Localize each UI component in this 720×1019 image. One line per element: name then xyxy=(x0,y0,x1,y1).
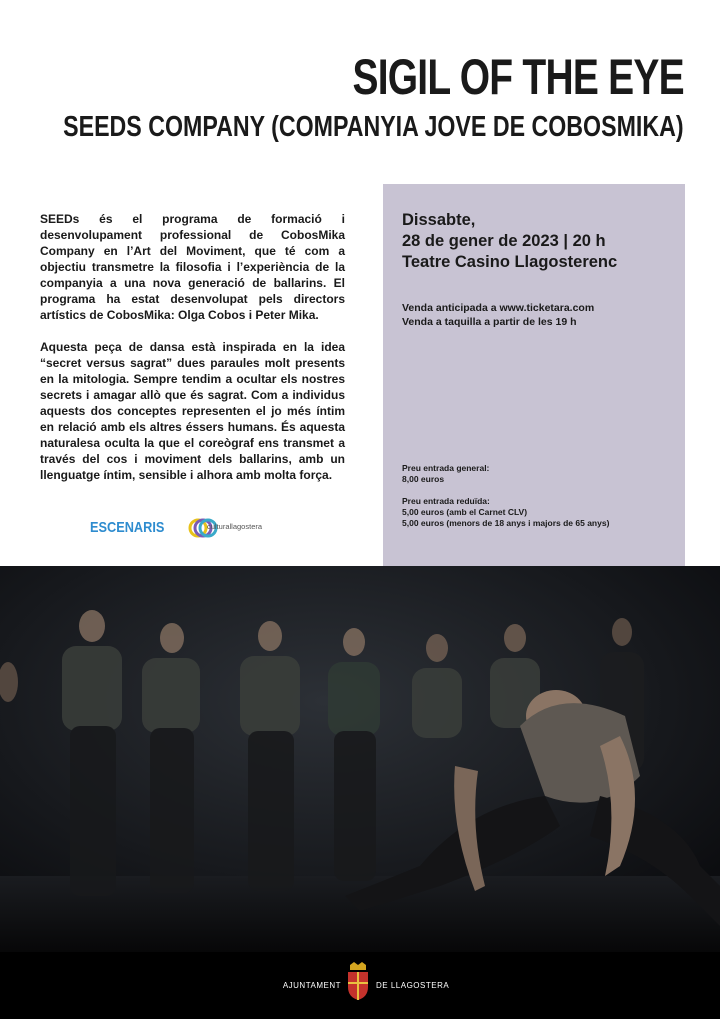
footer-bar xyxy=(0,952,720,1019)
ticket-sales xyxy=(402,301,594,329)
event-info-box xyxy=(383,184,685,581)
escenaris-logo: ESCENARIS xyxy=(90,519,165,536)
description-paragraph-2: Aquesta peça de dansa està inspirada en la idea “secret versus sagrat” dues paraules molt presents en la mitologia. Sempre tendim a ocultar els nostres secrets i amagar allò que és sagrat. Com a individus aquests dos conceptes representen el jo més íntim en relació amb els altres éssers humans. És aquesta naturalesa oculta la que el coreògraf ens transmet a través del cos i moviment dels ballarins, amb un llenguatge íntim, sensible i alhora amb molta força. xyxy=(40,340,345,482)
price-info xyxy=(402,463,609,529)
price-general-value: 8,00 euros xyxy=(402,474,445,484)
event-venue: Teatre Casino Llagosterenc xyxy=(402,253,618,271)
page-title: SIGIL OF THE EYE xyxy=(352,49,684,105)
description-text xyxy=(40,211,345,499)
event-date-time: 28 de gener de 2023 | 20 h xyxy=(402,232,606,250)
dancers-image xyxy=(0,566,720,952)
cultura-llagostera-logo xyxy=(188,513,288,543)
sales-box-office: Venda a taquilla a partir de les 19 h xyxy=(402,316,577,328)
footer-llagostera-text: DE LLAGOSTERA xyxy=(376,981,450,990)
dance-performance-photo xyxy=(0,566,720,952)
sales-online: Venda anticipada a www.ticketara.com xyxy=(402,302,595,314)
price-reduced-2: 5,00 euros (menors de 18 anys i majors de 65 anys) xyxy=(402,518,610,528)
price-reduced-label: Preu entrada reduïda: xyxy=(402,496,490,506)
town-crest-icon xyxy=(344,961,372,1001)
event-details xyxy=(402,210,617,273)
price-general-label: Preu entrada general: xyxy=(402,463,490,473)
cultura-logo-text: culturallagostera xyxy=(207,522,263,531)
description-paragraph-1: SEEDs és el programa de formació i desenvolupament professional de CobosMika Company en l’Art del Moviment, que té com a objectiu transmetre la filosofia i l’experiència de la companyia a una nova generació de ballarins. El programa ha estat desenvolupat pels directors artístics de CobosMika: Olga Cobos i Peter Mika. xyxy=(40,212,345,322)
event-day: Dissabte, xyxy=(402,211,476,229)
price-reduced-1: 5,00 euros (amb el Carnet CLV) xyxy=(402,507,528,517)
footer-ajuntament-text: AJUNTAMENT xyxy=(282,981,341,990)
page-subtitle: SEEDS COMPANY (COMPANYIA JOVE DE COBOSMIKA) xyxy=(63,111,684,143)
